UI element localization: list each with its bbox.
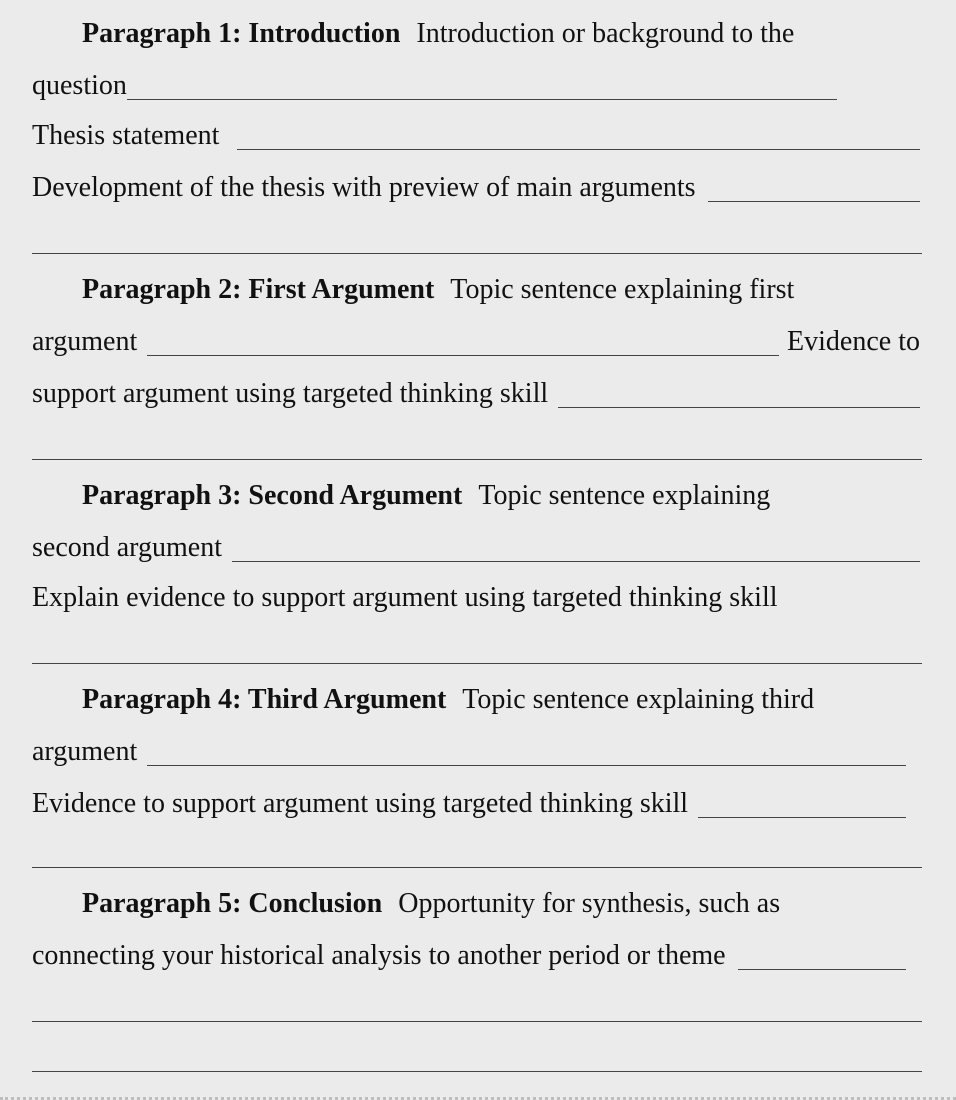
- p2-support-text: support argument using targeted thinking skill: [32, 378, 549, 409]
- p1-extra-blank[interactable]: [32, 252, 922, 254]
- p1-development-blank[interactable]: [708, 200, 920, 202]
- p2-support-row: [0, 366, 956, 418]
- p2-evidence-text: Evidence to: [787, 326, 920, 357]
- p5-connecting-blank[interactable]: [738, 968, 906, 970]
- p2-argument-row: [0, 314, 956, 366]
- p4-evidence-row: [0, 776, 956, 828]
- p4-topic-text: Topic sentence explaining third: [462, 684, 815, 715]
- p3-heading: Paragraph 3: Second Argument: [82, 480, 463, 511]
- p1-question-row: [0, 58, 956, 110]
- p4-evidence-text: Evidence to support argument using targeted thinking skill: [32, 788, 689, 819]
- p2-heading: Paragraph 2: First Argument: [82, 274, 435, 305]
- p1-development-row: [0, 160, 956, 212]
- p4-evidence-blank[interactable]: [698, 816, 906, 818]
- p5-heading-row: [0, 876, 956, 928]
- p5-extra-blank-2[interactable]: [32, 1070, 922, 1072]
- p1-question-text: question: [32, 70, 127, 101]
- p5-synthesis-text: Opportunity for synthesis, such as: [398, 888, 781, 919]
- p3-explain-text: Explain evidence to support argument using targeted thinking skill: [32, 582, 778, 613]
- p5-extra-blank-1[interactable]: [32, 1020, 922, 1022]
- p5-connecting-text: connecting your historical analysis to another period or theme: [32, 940, 726, 971]
- p2-heading-row: [0, 262, 956, 314]
- p2-extra-blank[interactable]: [32, 458, 922, 460]
- p3-explain-row: [0, 570, 956, 622]
- p3-topic-text: Topic sentence explaining: [478, 480, 771, 511]
- p1-thesis-row: [0, 108, 956, 160]
- p4-argument-blank[interactable]: [147, 764, 906, 766]
- p1-question-blank[interactable]: [127, 98, 837, 100]
- p1-development-text: Development of the thesis with preview of main arguments: [32, 172, 696, 203]
- p1-thesis-blank[interactable]: [237, 148, 920, 150]
- p5-heading: Paragraph 5: Conclusion: [82, 888, 383, 919]
- p1-thesis-text: Thesis statement: [32, 120, 220, 151]
- p3-second-blank[interactable]: [232, 560, 920, 562]
- p4-argument-row: [0, 724, 956, 776]
- p3-second-text: second argument: [32, 532, 222, 563]
- p1-intro-text: Introduction or background to the: [416, 18, 795, 49]
- p5-connecting-row: [0, 928, 956, 980]
- p4-heading: Paragraph 4: Third Argument: [82, 684, 447, 715]
- p4-argument-text: argument: [32, 736, 138, 767]
- p3-heading-row: [0, 468, 956, 520]
- p3-second-row: [0, 520, 956, 572]
- p1-heading: Paragraph 1: Introduction: [82, 18, 401, 49]
- p4-heading-row: [0, 672, 956, 724]
- p3-extra-blank[interactable]: [32, 662, 922, 664]
- p2-argument-blank[interactable]: [147, 354, 779, 356]
- p1-heading-row: [0, 6, 956, 58]
- p4-extra-blank[interactable]: [32, 866, 922, 868]
- p2-support-blank[interactable]: [558, 406, 920, 408]
- p2-topic-text: Topic sentence explaining first: [450, 274, 795, 305]
- p2-argument-text: argument: [32, 326, 138, 357]
